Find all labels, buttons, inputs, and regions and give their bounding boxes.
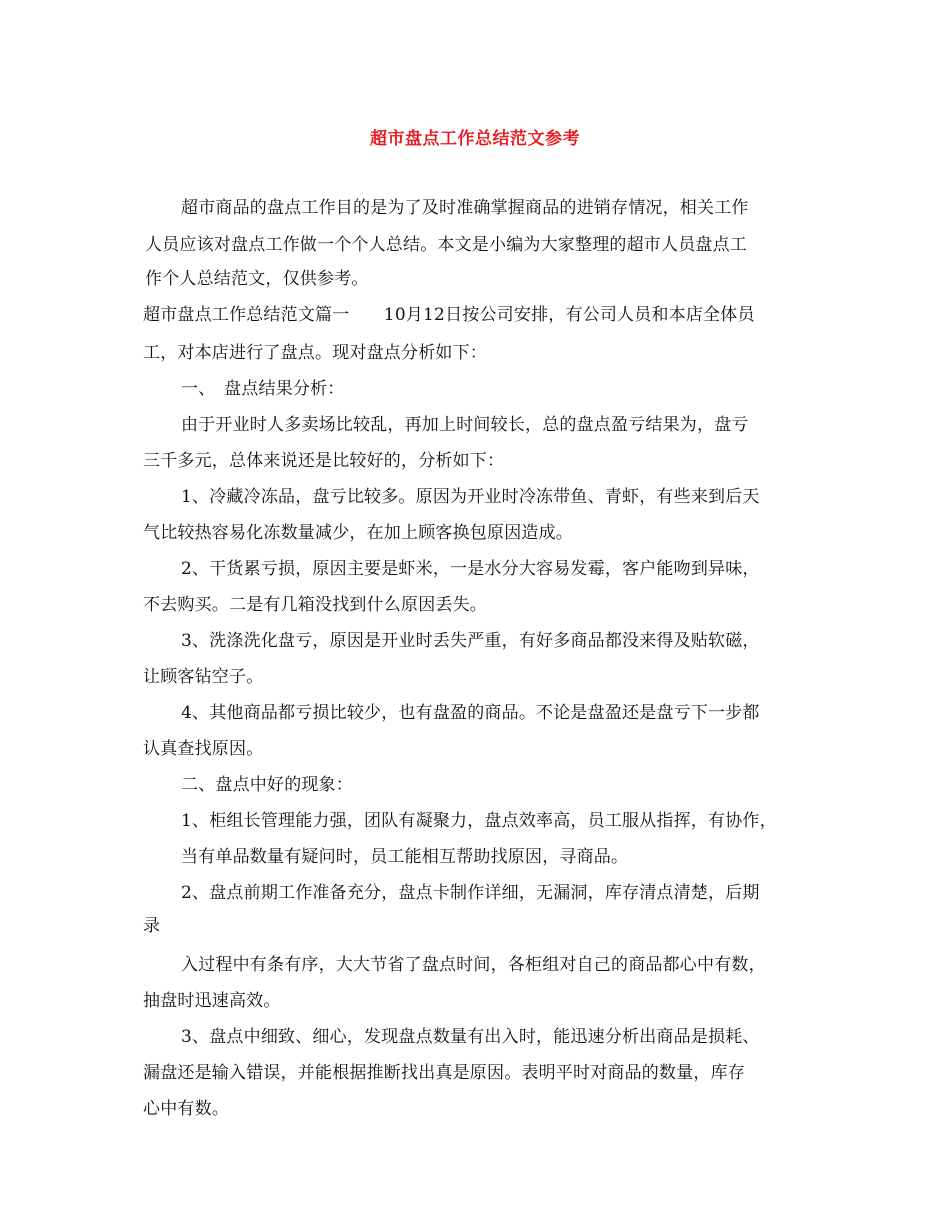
paragraph-line: 作个人总结范文，仅供参考。 [145,269,369,289]
section-heading: 一、 盘点结果分析： [181,379,345,399]
paragraph-line: 让顾客钻空子。 [143,667,264,687]
paragraph-line: 录 [143,916,161,936]
paragraph-line: 2、盘点前期工作准备充分，盘点卡制作详细，无漏洞，库存清点清楚，后期 [181,883,760,903]
paragraph-line: 1、柜组长管理能力强，团队有凝聚力，盘点效率高，员工服从指挥，有协作， [181,811,777,831]
paragraph-line: 抽盘时迅速高效。 [143,991,281,1011]
paragraph-line: 不去购买。二是有几箱没找到什么原因丢失。 [143,595,487,615]
paragraph-line: 心中有数。 [143,1099,229,1119]
paragraph-line: 1、冷藏冷冻品，盘亏比较多。原因为开业时冷冻带鱼、青虾，有些来到后天 [181,487,760,507]
paragraph-line: 2、干货累亏损，原因主要是虾米，一是水分大容易发霉，客户能吻到异味， [181,559,760,579]
paragraph-line: 认真查找原因。 [143,739,264,759]
paragraph-line: 工，对本店进行了盘点。现对盘点分析如下： [143,343,487,363]
paragraph-line: 入过程中有条有序，大大节省了盘点时间，各柜组对自己的商品都心中有数， [181,955,766,975]
paragraph-line: 气比较热容易化冻数量减少，在加上顾客换包原因造成。 [143,523,573,543]
paragraph-line: 3、洗涤洗化盘亏，原因是开业时丢失严重，有好多商品都没来得及贴软磁， [181,631,760,651]
paragraph-line: 3、盘点中细致、细心，发现盘点数量有出入时，能迅速分析出商品是损耗、 [181,1027,760,1047]
section-heading: 二、盘点中好的现象： [181,775,353,795]
paragraph-line: 超市盘点工作总结范文篇一 10月12日按公司安排，有公司人员和本店全体员 [143,305,755,325]
paragraph-line: 由于开业时人多卖场比较乱，再加上时间较长，总的盘点盈亏结果为，盘亏 [181,415,749,435]
document-title: 超市盘点工作总结范文参考 [370,129,580,149]
paragraph-line: 三千多元，总体来说还是比较好的，分析如下： [143,451,505,471]
paragraph-line: 4、其他商品都亏损比较少，也有盘盈的商品。不论是盘盈还是盘亏下一步都 [181,703,760,723]
paragraph-line: 人员应该对盘点工作做一个个人总结。本文是小编为大家整理的超市人员盘点工 [145,235,747,255]
paragraph-line: 漏盘还是输入错误，并能根据推断找出真是原因。表明平时对商品的数量，库存 [143,1063,745,1083]
paragraph-line: 当有单品数量有疑问时，员工能相互帮助找原因，寻商品。 [181,847,629,867]
paragraph-line: 超市商品的盘点工作目的是为了及时准确掌握商品的进销存情况，相关工作 [181,198,749,218]
